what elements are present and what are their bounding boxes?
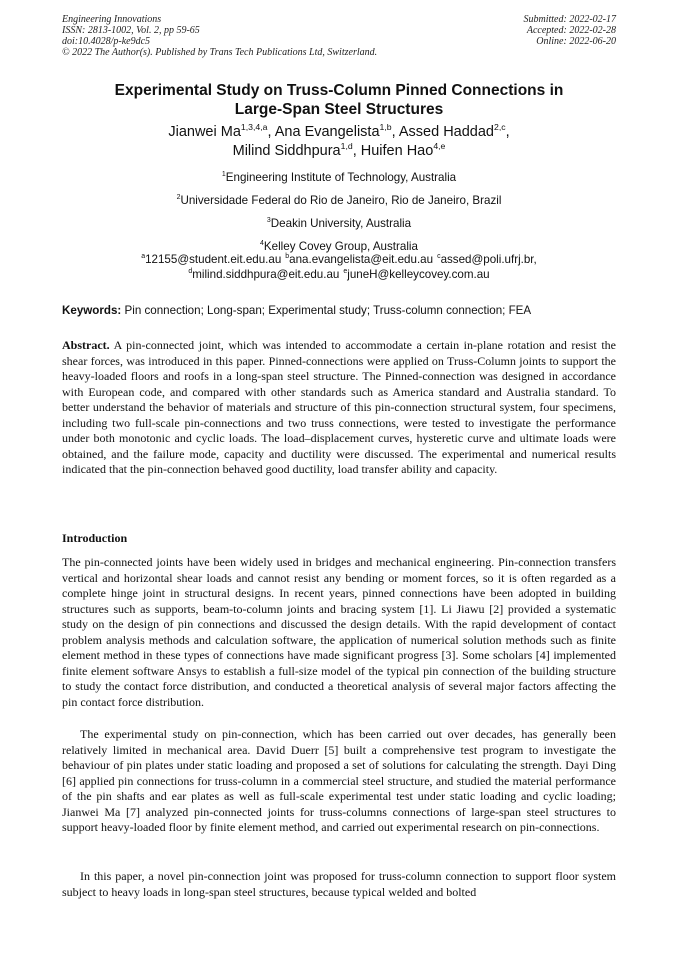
affiliation: $^1$Engineering Institute of Technology, Australia (221, 171, 457, 184)
author-sup: 4,e (433, 141, 446, 152)
keywords-label: Keywords: (62, 304, 122, 317)
journal-info (62, 14, 377, 58)
author-name: Ana Evangelista (274, 124, 380, 140)
online-date: Online: 2022-06-20 (536, 36, 616, 47)
title-line-1: Experimental Study on Truss-Column Pinned Connections in (114, 82, 564, 99)
author-sup: 1,3,4,a (240, 122, 268, 133)
intro-paragraph-1: The pin-connected joints have been widely used in bridges and mechanical engineering. Pin-connection transfers vertical and horizontal shear loads and cannot resist any bending or moment forces, so it is often regarded as a complete hinge joint in structural designs. In recent years, pinned connections have been adopted in building structures such as supports, beam-to-column joints and bracing system [1]. Li Jiawu [2] provided a systematic study on the design of pin connections and discussed the design details. With the rapid development of contact problem analysis methods and calculation software, the application of numerical solution methods such as finite element method in these types of connections have made significant progress [3]. Some scholars [4] implemented finite element software Ansys to establish a full-size model of the typical pin connection of the building structure to study the contact force distribution, and conducted a theoretical analysis of several major factors affecting the pin contact force distribution. (62, 555, 616, 709)
email-line-1 (62, 252, 616, 267)
email[interactable]: $^e$juneH@kelleycovey.com.au (343, 268, 490, 281)
affiliations (62, 166, 616, 258)
accepted-date: Accepted: 2022-02-28 (526, 25, 616, 36)
section-heading-introduction: Introduction (62, 531, 128, 545)
email[interactable]: $^c$assed@poli.ufrj.br, (437, 253, 537, 266)
intro-paragraph-2: The experimental study on pin-connection, which has been carried out over decades, has generally been relatively limited in mechanical area. David Duerr [5] built a comprehensive test program to investigate the behaviour of pin plates under static loading and proposed a set of solutions for calculating the strength. Dayi Ding [6] applied pin connections for truss-column in a commercial steel structure, and studied the material performance of the pin shafts and ear plates as well as full-scale experimental test under static loading and cyclic loading; Jianwei Ma [7] analyzed pin-connected joints for truss-columns connections of large-span steel structures to support heavy-loaded floor by finite element method, and carried out experimental research on pin-connections. (62, 727, 616, 834)
abstract-text: A pin-connected joint, which was intended to accommodate a certain in-plane rotation and resist the shear forces, was introduced in this paper. Pinned-connections were applied on Truss-Column joints to support the heavy-loaded floors and roofs in a long-span steel structure. The Pinned-connection was designed in accordance with European code, and compared with other standards such as America standard and Australia standard. To better understand the behavior of materials and structure of this pin-connection structural system, four specimens, including two full-scale pin-connections and two truss connections, were tested to investigate the performance under both monotonic and cyclic loads. The load–displacement curves, hysteretic curve and ultimate loads were obtained, and the failure mode, capacity and ductility were discussed. The experimental and numerical results indicated that the pin-connection behaved good ductility, load transfer ability and capacity. (62, 338, 616, 476)
affiliation: $^4$Kelley Covey Group, Australia (260, 240, 418, 253)
email[interactable]: $^d$milind.siddhpura@eit.edu.au (188, 268, 340, 281)
issn: ISSN: 2813-1002, Vol. 2, pp 59-65 (62, 25, 200, 36)
paper-title (62, 81, 616, 119)
journal-name: Engineering Innovations (62, 14, 162, 25)
keywords (62, 304, 616, 318)
date-info (524, 14, 617, 47)
author-sup: 1,d (340, 141, 353, 152)
abstract-label: Abstract. (62, 338, 110, 352)
email[interactable]: $^a$12155@student.eit.edu.au (141, 253, 282, 266)
affiliation: $^2$Universidade Federal do Rio de Janeiro, Rio de Janeiro, Brazil (176, 194, 502, 207)
doi[interactable]: doi:10.4028/p-ke9dc5 (62, 36, 151, 47)
affiliation: $^3$Deakin University, Australia (266, 217, 412, 230)
copyright: © 2022 The Author(s). Published by Trans Tech Publications Ltd, Switzerland. (62, 47, 378, 58)
author-line-1: Jianwei Ma$^{1,3,4,a}$, Ana Evangelista$^{1,b}$, Assed Haddad$^{2,c}$, (168, 122, 510, 140)
author-list (62, 123, 616, 161)
keywords-text: Pin connection; Long-span; Experimental study; Truss-column connection; FEA (124, 304, 532, 317)
email-list (62, 252, 616, 282)
author-name: Assed Haddad (398, 124, 494, 140)
submitted-date: Submitted: 2022-02-17 (523, 14, 616, 25)
author-name: Milind Siddhpura (232, 143, 341, 159)
author-name: Jianwei Ma (168, 124, 241, 140)
author-line-2: Milind Siddhpura$^{1,d}$, Huifen Hao$^{4,e}$ (232, 141, 446, 159)
author-sup: 2,c (494, 122, 506, 133)
email-line-2 (62, 267, 616, 282)
author-name: Huifen Hao (360, 143, 434, 159)
intro-paragraph-3: In this paper, a novel pin-connection joint was proposed for truss-column connection to support floor system subject to heavy loads in long-span steel structures, because typical welded and bolted (62, 869, 616, 899)
author-sup: 1,b (379, 122, 392, 133)
abstract (62, 338, 616, 478)
email[interactable]: $^b$ana.evangelista@eit.edu.au (285, 253, 434, 266)
title-line-2: Large-Span Steel Structures (234, 101, 444, 118)
